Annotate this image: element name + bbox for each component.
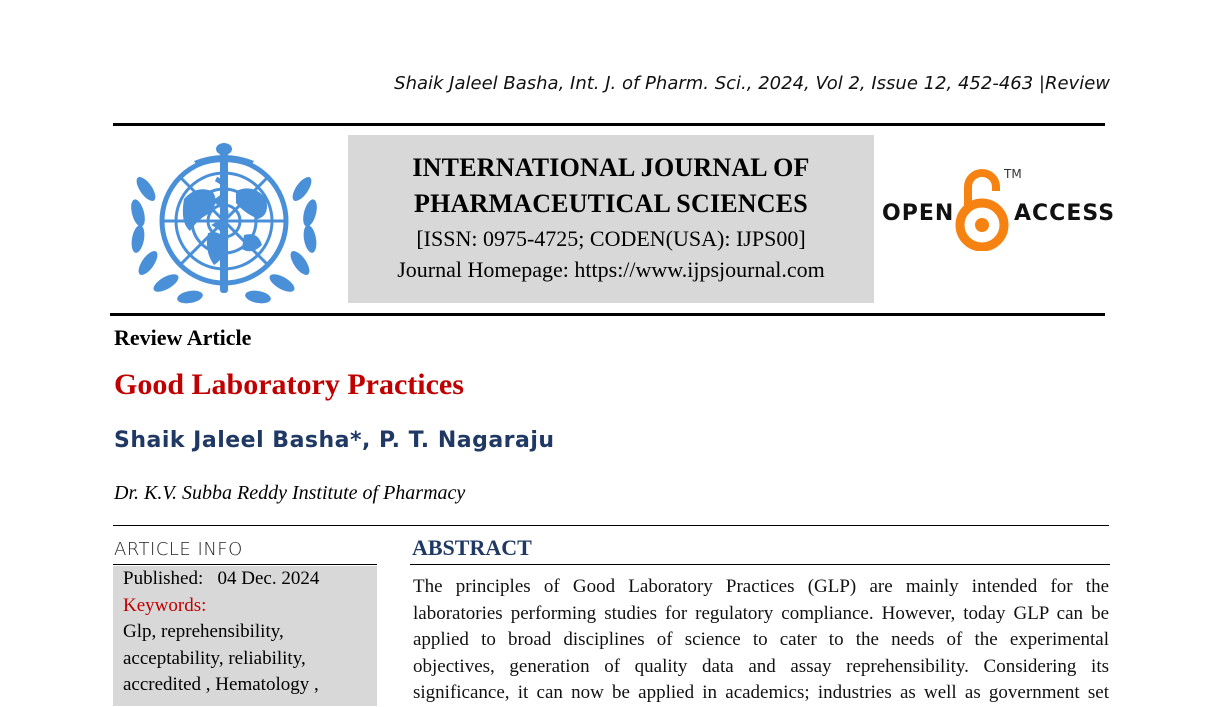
abstract-line: The principles of Good Laboratory Practices (GLP) are mainly intended for the — [413, 576, 1109, 597]
open-access-lock-icon — [954, 165, 1010, 251]
keywords-label: Keywords: — [123, 594, 207, 616]
abstract-body — [413, 574, 1109, 707]
abstract-line: applied to broad disciplines of science to cater to the needs of the experimental — [413, 629, 1109, 650]
abstract-line: significance, it can now be applied in academics; industries as well as government set — [413, 682, 1109, 703]
article-affiliation: Dr. K.V. Subba Reddy Institute of Pharmacy — [114, 482, 466, 504]
open-access-open-label: OPEN — [882, 201, 955, 226]
journal-emblem-logo — [124, 139, 324, 307]
journal-name-line1: INTERNATIONAL JOURNAL OF — [412, 153, 810, 182]
section-divider — [113, 525, 1109, 526]
header-rule-top — [113, 123, 1105, 126]
article-info-rule — [113, 564, 377, 565]
open-access-access-label: ACCESS — [1014, 201, 1116, 226]
article-info-heading: ARTICLE INFO — [114, 539, 243, 560]
abstract-line: laboratories performing studies for regulatory compliance. However, today GLP can be — [413, 602, 1109, 624]
published-row — [113, 566, 377, 593]
keywords-line: Glp, reprehensibility, — [123, 621, 284, 642]
abstract-heading: ABSTRACT — [412, 535, 532, 560]
journal-masthead — [348, 135, 874, 303]
open-access-logo — [880, 165, 1116, 255]
header-rule-bottom — [110, 313, 1105, 316]
article-type: Review Article — [114, 325, 252, 350]
journal-name-line2: PHARMACEUTICAL SCIENCES — [414, 189, 808, 218]
trademark-mark: TM — [1004, 167, 1022, 181]
published-date: 04 Dec. 2024 — [217, 568, 320, 589]
keywords-line: acceptability, reliability, — [123, 647, 306, 669]
article-title: Good Laboratory Practices — [114, 368, 464, 401]
journal-homepage: Journal Homepage: https://www.ijpsjournal.com — [397, 257, 825, 282]
journal-name — [348, 150, 874, 222]
abstract-rule — [410, 564, 1110, 565]
abstract-line: objectives, generation of quality data and assay reprehensibility. Considering its — [413, 655, 1109, 677]
article-info-box — [113, 566, 377, 706]
running-head: Shaik Jaleel Basha, Int. J. of Pharm. Sci., 2024, Vol 2, Issue 12, 452-463 |Review — [394, 73, 1110, 94]
published-label: Published: — [123, 568, 204, 589]
article-authors[interactable]: Shaik Jaleel Basha*, P. T. Nagaraju — [114, 428, 555, 453]
keywords-line: accredited , Hematology , — [123, 674, 319, 695]
journal-issn: [ISSN: 0975-4725; CODEN(USA): IJPS00] — [416, 226, 806, 251]
